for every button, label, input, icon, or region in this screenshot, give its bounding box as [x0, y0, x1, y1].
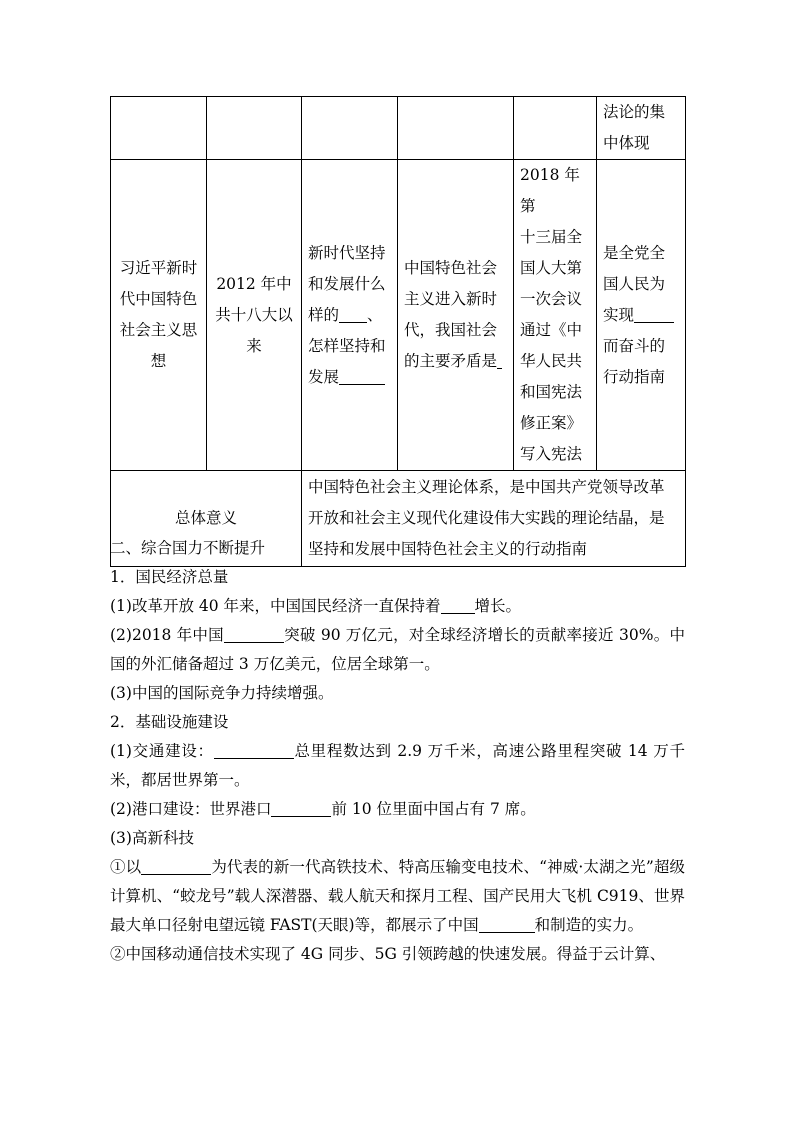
table-cell-time: 2012 年中 共十八大以 来 — [207, 160, 302, 471]
fill-in-blank[interactable] — [634, 306, 674, 323]
table-cell — [398, 97, 514, 160]
table-cell — [597, 97, 686, 160]
table-cell-significance: 是全党全 国人民为 实现 而奋斗的 行动指南 — [597, 160, 686, 471]
fill-in-blank[interactable] — [497, 353, 502, 370]
paragraph: (1)交通建设： 总里程数达到 2.9 万千米，高速公路里程突破 14 万千米，都居世界第一。 — [110, 742, 685, 789]
theory-table — [110, 96, 686, 567]
table-cell — [302, 97, 398, 160]
subsection-heading: 2．基础设施建设 — [110, 713, 229, 731]
section-heading: 二、综合国力不断提升 — [110, 539, 266, 557]
fill-in-blank[interactable] — [224, 627, 284, 644]
table-row — [111, 160, 686, 471]
subsection-heading: 1．国民经济总量 — [110, 568, 229, 586]
paragraph: ①以 为代表的新一代高铁技术、特高压输变电技术、“神威·太湖之光”超级计算机、“蛟龙号”载人深潜器、载人航天和探月工程、国产民用大飞机 C919、世界最大单口径射电望远镜 FAST(天眼)等，都展示了中国 和制造的实力。 — [110, 858, 685, 934]
table-cell-overall-label: 总体意义 — [111, 471, 302, 567]
paragraph: (1)改革开放 40 年来，中国国民经济一直保持着 增长。 — [110, 597, 522, 615]
cell-text-line: 法论的集 — [603, 103, 666, 121]
paragraph: (2)2018 年中国 突破 90 万亿元，对全球经济增长的贡献率接近 30%。中国的外汇储备超过 3 万亿美元，位居全球第一。 — [110, 626, 685, 673]
cell-text-line: 中体现 — [603, 134, 650, 152]
fill-in-blank[interactable] — [141, 859, 211, 876]
table-cell-overall-text: 中国特色社会主义理论体系，是中国共产党领导改革开放和社会主义现代化建设伟大实践的理论结晶，是坚持和发展中国特色社会主义的行动指南 — [302, 471, 686, 567]
table-cell — [111, 97, 207, 160]
paragraph: (2)港口建设：世界港口 前 10 位里面中国占有 7 席。 — [110, 800, 536, 818]
table-cell-thought-name: 习近平新时 代中国特色 社会主义思 想 — [111, 160, 207, 471]
table-row — [111, 97, 686, 160]
fill-in-blank[interactable] — [271, 801, 331, 818]
fill-in-blank[interactable] — [214, 743, 294, 760]
paragraph: (3)中国的国际竞争力持续增强。 — [110, 684, 334, 702]
paragraph: (3)高新科技 — [110, 829, 194, 847]
fill-in-blank[interactable] — [339, 368, 385, 385]
body-content — [110, 534, 685, 969]
table-cell-status: 2018 年第 十三届全 国人大第 一次会议 通过《中 华人民共 和国宪法 修正案》 写入宪法 — [514, 160, 597, 471]
table-cell — [207, 97, 302, 160]
table-cell-question: 新时代坚持 和发展什么 样的 、 怎样坚持和 发展 — [302, 160, 398, 471]
paragraph: ②中国移动通信技术实现了 4G 同步、5G 引领跨越的快速发展。得益于云计算、 — [110, 945, 666, 963]
table-cell — [514, 97, 597, 160]
table-cell-contradiction: 中国特色社会 主义进入新时 代，我国社会 的主要矛盾是 — [398, 160, 514, 471]
fill-in-blank[interactable] — [441, 598, 475, 615]
fill-in-blank[interactable] — [339, 306, 367, 323]
fill-in-blank[interactable] — [479, 917, 535, 934]
